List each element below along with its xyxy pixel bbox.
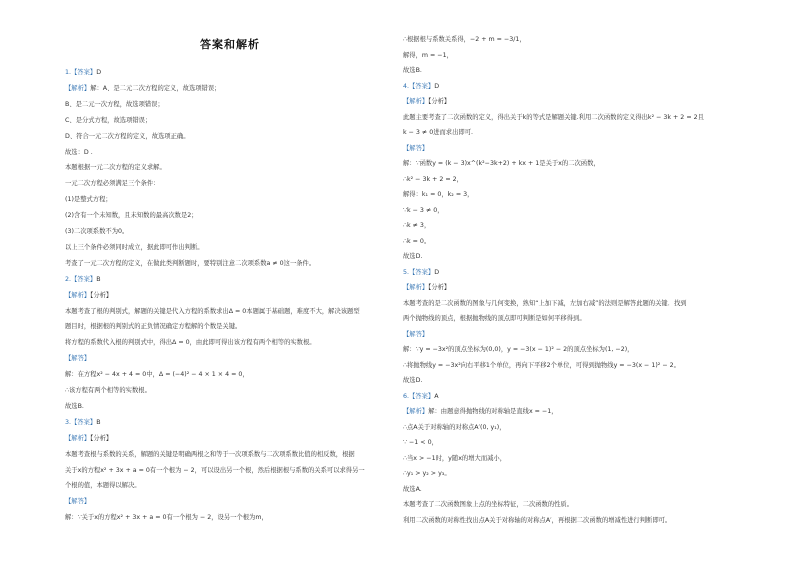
text-line	[403, 253, 422, 261]
line-text: D	[96, 69, 102, 76]
line-text: 故选D.	[403, 253, 423, 260]
line-text: 本题考查根与系数的关系，解题的关键是明确两根之和等于一次项系数与二次项系数比值的相反数，根据	[65, 450, 355, 458]
line-text: 【分析】	[428, 98, 451, 105]
section-tag: 【解析】	[65, 434, 91, 442]
line-text: ∴k ≠ 3，	[403, 222, 431, 229]
line-text: ∴该方程有两个相等的实数根。	[65, 387, 151, 394]
line-text: ∴k = 0。	[403, 237, 431, 245]
line-text: 解得：k₁ = 0，k₂ = 3，	[403, 191, 474, 198]
text-line	[403, 222, 430, 230]
line-text: 故选B.	[65, 402, 84, 410]
text-line	[403, 207, 444, 215]
line-text: D	[434, 82, 440, 90]
text-line	[65, 260, 315, 268]
text-line	[65, 467, 365, 475]
text-line	[65, 403, 84, 411]
text-line	[403, 424, 506, 432]
line-text: 本题考查了根的判别式，解题的关键是代入方程的系数求出Δ = 0本题属于基础题，难度不大，解决该题型	[65, 307, 360, 315]
text-line	[65, 244, 204, 252]
section-tag: 【解析】	[65, 84, 91, 92]
text-line	[403, 83, 439, 91]
text-line	[403, 408, 558, 416]
text-line	[65, 117, 151, 125]
line-text: 关于x的方程x² + 3x + a = 0有一个根为 − 2，可以设出另一个根，然后根据根与系数的关系可以求得另一	[65, 466, 365, 474]
line-text: B	[96, 275, 101, 283]
line-text: k − 3 ≠ 0进而求出即可.	[403, 129, 474, 136]
text-line	[65, 308, 360, 316]
text-line	[403, 439, 438, 447]
text-line	[65, 69, 101, 77]
text-line	[403, 393, 439, 401]
text-line	[65, 419, 101, 427]
line-text: D、符合一元二次方程的定义，故选项正确。	[65, 132, 190, 140]
line-text: 本题考查了二次函数图象上点的坐标特征，二次函数的性质。	[403, 501, 574, 508]
text-line	[65, 498, 90, 506]
text-line	[65, 387, 151, 395]
line-text: 【分析】	[90, 291, 113, 299]
section-tag: 【解答】	[65, 498, 91, 506]
text-line	[403, 284, 450, 292]
line-text: ∴y₁ > y₂ > y₃。	[403, 470, 451, 477]
line-text: C、是分式方程，故选项错误；	[65, 116, 152, 124]
text-line	[65, 228, 128, 236]
text-line	[403, 145, 428, 153]
line-text: 两个抛物线的顶点，根据抛物线的顶点即可判断是如何平移得到。	[403, 315, 586, 322]
text-line	[403, 315, 586, 323]
section-tag: 【解答】	[65, 355, 91, 363]
text-line	[65, 371, 249, 379]
text-line	[403, 176, 463, 184]
text-line	[403, 455, 506, 463]
section-tag: 【解析】	[403, 284, 429, 291]
text-line	[403, 238, 430, 246]
section-tag: 【解析】	[403, 408, 429, 415]
line-text: 利用二次函数的对称性找出点A关于对称轴的对称点A′，再根据二次函数的增减性进行判断即可。	[403, 516, 672, 524]
text-line	[65, 180, 159, 188]
text-line	[403, 377, 422, 385]
line-text: 以上三个条件必须同时成立，据此即可作出判断。	[65, 243, 204, 251]
text-line	[65, 435, 112, 443]
text-line	[65, 339, 316, 347]
text-line	[65, 196, 112, 204]
text-line	[403, 362, 680, 370]
line-text: ∴根据根与系数关系得，−2 + m = −3/1，	[403, 36, 526, 43]
line-text: B、是二元一次方程，故选项错误；	[65, 100, 164, 108]
line-text: 解：∵关于x的方程x² + 3x + a = 0有一个根为 − 2，设另一个根为m，	[65, 514, 268, 522]
text-line	[403, 114, 704, 122]
text-line	[403, 52, 453, 60]
line-text: 将方程的系数代入根的判别式中，得出Δ = 0，由此即可得出该方程有两个相等的实数根。	[65, 339, 316, 347]
page-title: 答案和解析	[200, 38, 260, 51]
line-text: 故选B.	[403, 67, 422, 74]
line-text: 解：A、是二元二次方程的定义，故选项错误；	[90, 84, 221, 92]
text-line	[403, 129, 473, 137]
line-text: 故选：D .	[65, 148, 93, 156]
text-line	[403, 36, 526, 44]
line-text: 题目时，根据根的判别式的正负情况确定方程解的个数是关键。	[65, 323, 242, 331]
line-text: (2)含有一个未知数，且未知数的最高次数是2；	[65, 212, 198, 220]
section-tag: 【解析】	[65, 291, 91, 299]
text-line	[65, 149, 93, 157]
text-line	[403, 191, 473, 199]
text-line	[403, 470, 451, 478]
line-text: (3)二次项系数不为0。	[65, 228, 129, 235]
text-line	[65, 212, 198, 220]
line-text: ∵ −1 < 0，	[403, 439, 438, 446]
line-text: A	[434, 392, 439, 400]
section-tag: 4.【答案】	[403, 82, 435, 90]
section-tag: 3.【答案】	[65, 418, 97, 426]
line-text: 考查了一元二次方程的定义，在做此类判断题时，要特别注意二次项系数a ≠ 0这一条件。	[65, 259, 316, 267]
line-text: ∴点A关于对称轴的对称点A′(0, y₁)，	[403, 423, 506, 431]
line-text: 此题主要考查了二次函数的定义，得出关于k的等式是解题关键.利用二次函数的定义得出k² − 3k + 2 = 2且	[403, 113, 704, 121]
line-text: (1)是整式方程；	[65, 196, 112, 204]
text-line	[403, 331, 428, 339]
text-line	[65, 323, 241, 331]
section-tag: 2.【答案】	[65, 275, 97, 283]
section-tag: 6.【答案】	[403, 392, 435, 400]
text-line	[403, 517, 671, 525]
section-tag: 【解答】	[403, 330, 429, 338]
line-text: 解得，m = −1，	[403, 51, 453, 59]
text-line	[403, 67, 422, 75]
text-line	[65, 133, 190, 141]
section-tag: 1.【答案】	[65, 69, 97, 76]
text-line	[65, 164, 166, 172]
section-tag: 5.【答案】	[403, 268, 435, 276]
line-text: 个根的值，本题得以解决。	[65, 482, 141, 490]
text-line	[403, 300, 687, 308]
text-line	[65, 451, 355, 459]
line-text: 故选A.	[403, 485, 422, 493]
text-line	[65, 85, 220, 93]
line-text: 解：∵y = −3x²的顶点坐标为(0,0)，y = −3(x − 1)² − 2的顶点坐标为(1, −2)，	[403, 346, 634, 353]
line-text: D	[434, 268, 440, 276]
line-text: 解：∵函数y = (k − 3)x^(k²−3k+2) + kx + 1是关于x的二次函数，	[403, 160, 600, 167]
section-tag: 【解答】	[403, 144, 429, 152]
line-text: 【分析】	[90, 434, 113, 442]
text-line	[403, 501, 573, 509]
text-line	[403, 98, 450, 106]
text-line	[65, 101, 164, 109]
line-text: 故选D.	[403, 377, 423, 384]
line-text: ∴当x > −1时，y随x的增大而减小，	[403, 454, 507, 462]
text-line	[403, 160, 600, 168]
line-text: 解：在方程x² − 4x + 4 = 0中，Δ = (−4)² − 4 × 1 × 4 = 0，	[65, 371, 249, 379]
line-text: 解：由题意得抛物线的对称轴是直线x = −1，	[428, 408, 558, 415]
line-text: 一元二次方程必须满足三个条件：	[65, 180, 160, 188]
text-line	[65, 514, 268, 522]
text-line	[403, 269, 439, 277]
text-line	[65, 482, 141, 490]
line-text: ∵k − 3 ≠ 0，	[403, 206, 444, 214]
line-text: ∴k² − 3k + 2 = 2，	[403, 175, 463, 183]
text-line	[65, 276, 101, 284]
line-text: 【分析】	[428, 284, 451, 291]
text-line	[403, 346, 633, 354]
text-line	[65, 355, 90, 363]
text-line	[65, 292, 112, 300]
text-line	[403, 486, 422, 494]
section-tag: 【解析】	[403, 98, 429, 105]
line-text: B	[96, 418, 101, 426]
line-text: 本题根据一元二次方程的定义求解。	[65, 164, 166, 172]
line-text: ∴将抛物线y = −3x²向右平移1个单位，再向下平移2个单位，可得到抛物线y = −3(x − 1)² − 2。	[403, 361, 680, 369]
line-text: 本题考查的是二次函数的图象与几何变换，熟知“上加下减，左加右减”的法则是解答此题的关键．找到	[403, 299, 687, 307]
